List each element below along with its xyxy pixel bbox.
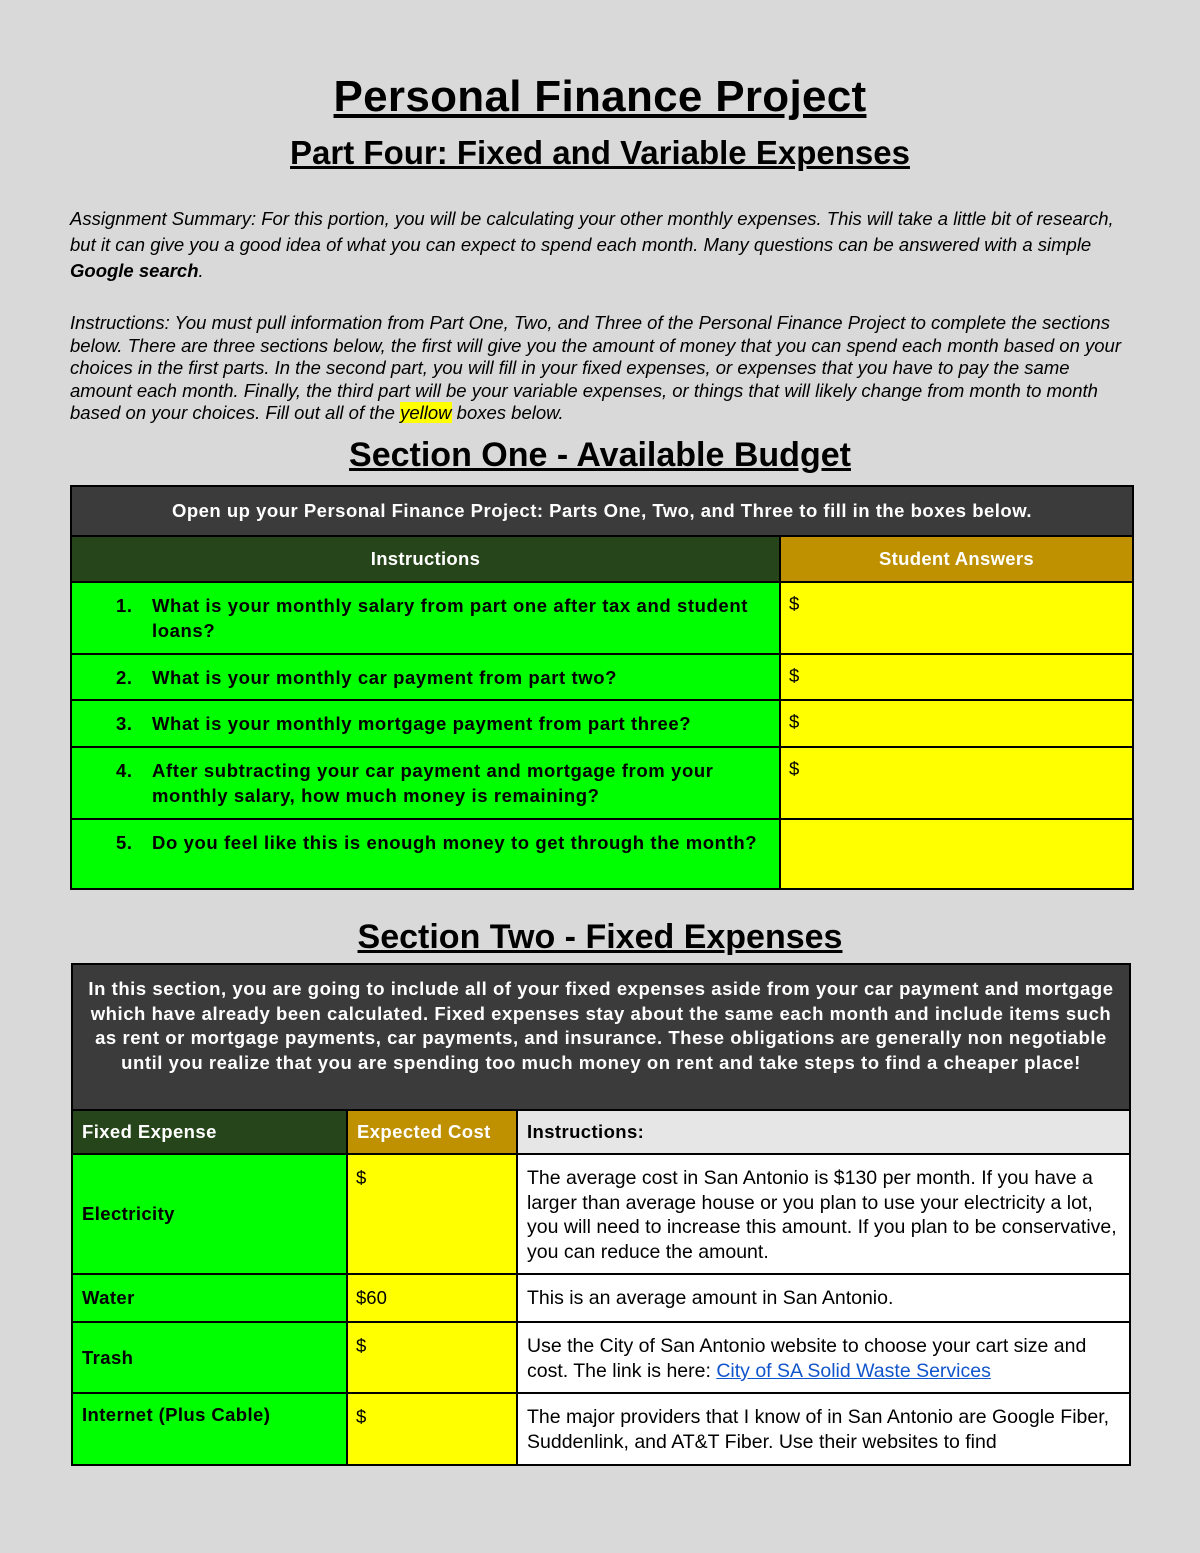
column-header-instructions: Instructions [71, 536, 780, 582]
expense-label: Water [72, 1274, 347, 1322]
summary-end: . [198, 260, 204, 281]
question-text: After subtracting your car payment and mortgage from your monthly salary, how much money is remaining? [152, 760, 714, 806]
column-header-student-answers: Student Answers [780, 536, 1133, 582]
summary-bold-text: Google search [70, 260, 199, 281]
page-title: Personal Finance Project [333, 72, 867, 121]
cost-field[interactable]: $ [347, 1154, 517, 1274]
expense-row [72, 1274, 1130, 1322]
question-row [71, 654, 1133, 700]
section-two-title: Section Two - Fixed Expenses [357, 918, 843, 956]
available-budget-table [70, 485, 1134, 890]
question-number: 5. [116, 832, 133, 853]
expense-row [72, 1322, 1130, 1393]
question-row [71, 582, 1133, 654]
question-text: What is your monthly mortgage payment from part three? [152, 713, 692, 734]
answer-field[interactable]: $ [780, 582, 1133, 654]
column-header-instructions: Instructions: [517, 1110, 1130, 1154]
cost-field[interactable]: $ [347, 1393, 517, 1465]
question-number: 4. [116, 760, 133, 781]
expense-label: Trash [72, 1322, 347, 1393]
cost-field[interactable]: $ [347, 1322, 517, 1393]
column-header-fixed-expense: Fixed Expense [72, 1110, 347, 1154]
summary-text: Assignment Summary: For this portion, you will be calculating your other monthly expenses. This will take a little bit of research, but it can give you a good idea of what you can expect to spend each month. Many questions can be answered with a simple [70, 208, 1114, 255]
expense-label: Internet (Plus Cable) [72, 1393, 347, 1465]
expense-instructions: The average cost in San Antonio is $130 per month. If you have a larger than average house or you plan to use your electricity a lot, you will need to increase this amount. If you plan to be conservative, you can reduce the amount. [517, 1154, 1130, 1274]
question-number: 3. [116, 713, 133, 734]
question-text: What is your monthly salary from part one after tax and student loans? [152, 595, 748, 641]
cost-field[interactable]: $60 [347, 1274, 517, 1322]
answer-field[interactable]: $ [780, 747, 1133, 819]
expense-instructions [517, 1322, 1130, 1393]
solid-waste-services-link[interactable]: City of SA Solid Waste Services [716, 1359, 991, 1382]
instructions-text: Use the City of San Antonio website to choose your cart size and cost. The link is here: [527, 1335, 1087, 1382]
answer-field[interactable]: $ [780, 700, 1133, 747]
page-subtitle: Part Four: Fixed and Variable Expenses [290, 134, 910, 171]
instructions-end: boxes below. [451, 402, 564, 423]
assignment-summary [70, 206, 1132, 284]
expense-label: Electricity [72, 1154, 347, 1274]
section-one-title: Section One - Available Budget [349, 436, 851, 474]
answer-field[interactable]: $ [780, 654, 1133, 700]
expense-row [72, 1393, 1130, 1465]
question-text: Do you feel like this is enough money to get through the month? [152, 832, 758, 853]
question-row [71, 700, 1133, 747]
expense-instructions: This is an average amount in San Antonio. [517, 1274, 1130, 1322]
question-row [71, 747, 1133, 819]
question-number: 2. [116, 667, 133, 688]
question-text: What is your monthly car payment from part two? [152, 667, 618, 688]
instructions-paragraph [70, 312, 1132, 425]
question-number: 1. [116, 595, 133, 616]
fixed-expenses-table [71, 963, 1131, 1466]
section-two-banner: In this section, you are going to include all of your fixed expenses aside from your car payment and mortgage which have already been calculated. Fixed expenses stay about the same each month and include items such as rent or mortgage payments, car payments, and insurance. These obligations are generally non negotiable until you realize that you are spending too much money on rent and take steps to find a cheaper place! [72, 964, 1130, 1110]
highlighted-word: yellow [400, 402, 452, 423]
expense-instructions: The major providers that I know of in San Antonio are Google Fiber, Suddenlink, and AT&T Fiber. Use their websites to find [517, 1393, 1130, 1465]
section-one-banner: Open up your Personal Finance Project: Parts One, Two, and Three to fill in the boxes below. [71, 486, 1133, 536]
question-row [71, 819, 1133, 889]
answer-field[interactable] [780, 819, 1133, 889]
instructions-text: Instructions: You must pull information from Part One, Two, and Three of the Personal Finance Project to complete the sections below. There are three sections below, the first will give you the amount of money that you can spend each month based on your choices in the first parts. In the second part, you will fill in your fixed expenses, or expenses that you have to pay the same amount each month. Finally, the third part will be your variable expenses, or things that will likely change from month to month based on your choices. Fill out all of the [70, 312, 1122, 423]
column-header-expected-cost: Expected Cost [347, 1110, 517, 1154]
expense-row [72, 1154, 1130, 1274]
